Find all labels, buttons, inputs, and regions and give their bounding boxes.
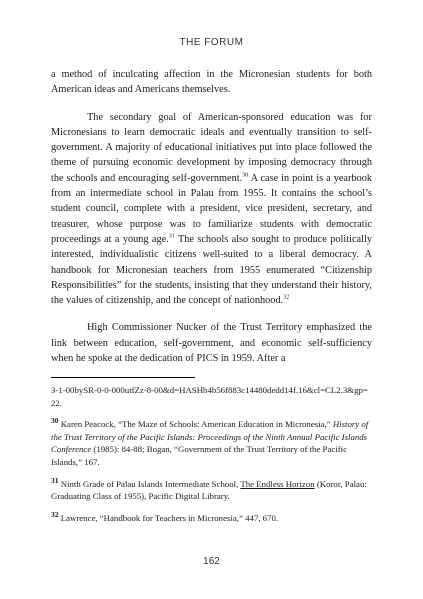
footnote-number: 31 — [51, 475, 59, 485]
footnote-ref-32[interactable]: 32 — [283, 294, 290, 301]
paragraph-3: High Commissioner Nucker of the Trust Territory emphasized the link between education, self-government, and economic self-sufficiency when he spoke at the dedication of PICS in 1959. After a — [51, 322, 372, 365]
footnote-text: (Koror, Palau: Graduating Class of 1955), Pacific Digital Library. — [51, 478, 367, 502]
footnote-ref-31[interactable]: 31 — [168, 233, 175, 240]
footnote-number: 32 — [51, 509, 59, 519]
paragraph-2-part-1: The secondary goal of American-sponsored education was for Micronesians to learn democratic ideals and eventually transition to self-government. A majority of educational initiatives put into place followed the theme of pursuing economic development by imposing democracy through the schools and encouraging self-government. — [51, 111, 372, 184]
footnote-text: Karen Peacock, “The Maze of Schools: American Education in Micronesia,” — [58, 419, 333, 430]
footnote-title: History of the Trust Territory of the Pacific Islands: Proceedings of the Ninth Annual Pacific Islands Conference — [51, 419, 369, 455]
footnote-continuation: 3-1-00bySR-0-0-000utfZz-8-00&d=HASHb4b56f883c14480dedd14f.16&cl=CL2.3&gp=22. — [51, 385, 368, 408]
paragraph-2 — [51, 110, 372, 309]
paragraph-2-part-2: A case in point is a yearbook from an intermediate school in Palau from 1955. It contains the school’s student council, complete with a president, vice president, secretary, and treasurer, whose purpose was to familiarize students with democratic proceedings at a young age. — [51, 172, 372, 245]
footnote-ref-30[interactable]: 30 — [242, 172, 249, 179]
footnotes — [51, 384, 372, 533]
paragraph-1: a method of inculcating affection in the Micronesian students for both American ideas and Americans themselves. — [51, 69, 372, 96]
footnote-text: Ninth Grade of Palau Islands Intermediate School, — [58, 478, 241, 489]
running-header: THE FORUM — [179, 37, 244, 48]
footnote-30 — [51, 418, 372, 468]
footnote-divider — [51, 377, 195, 378]
footnote-number: 30 — [51, 416, 59, 426]
footnote-31 — [51, 475, 372, 503]
footnote-32 — [51, 509, 372, 525]
footnote-text: Lawrence, “Handbook for Teachers in Micronesia,” 447, 670. — [58, 512, 279, 523]
footnote-title: The Endless Horizon — [240, 478, 315, 489]
body-text — [51, 67, 372, 378]
footnote-text: (1985): 84-88; Bogan, “Government of the Trust Territory of the Pacific Islands,” 167. — [51, 444, 347, 467]
paragraph-2-part-3: The schools also sought to produce politically interested, individualistic citizens well-suited to a liberal democracy. A handbook for Micronesian teachers from 1955 enumerated “Citizenship Responsibilities” for the students, insisting that they understand their history, the values of citizenship, and the concept of nationhood. — [51, 233, 372, 307]
page-number: 162 — [203, 556, 220, 567]
